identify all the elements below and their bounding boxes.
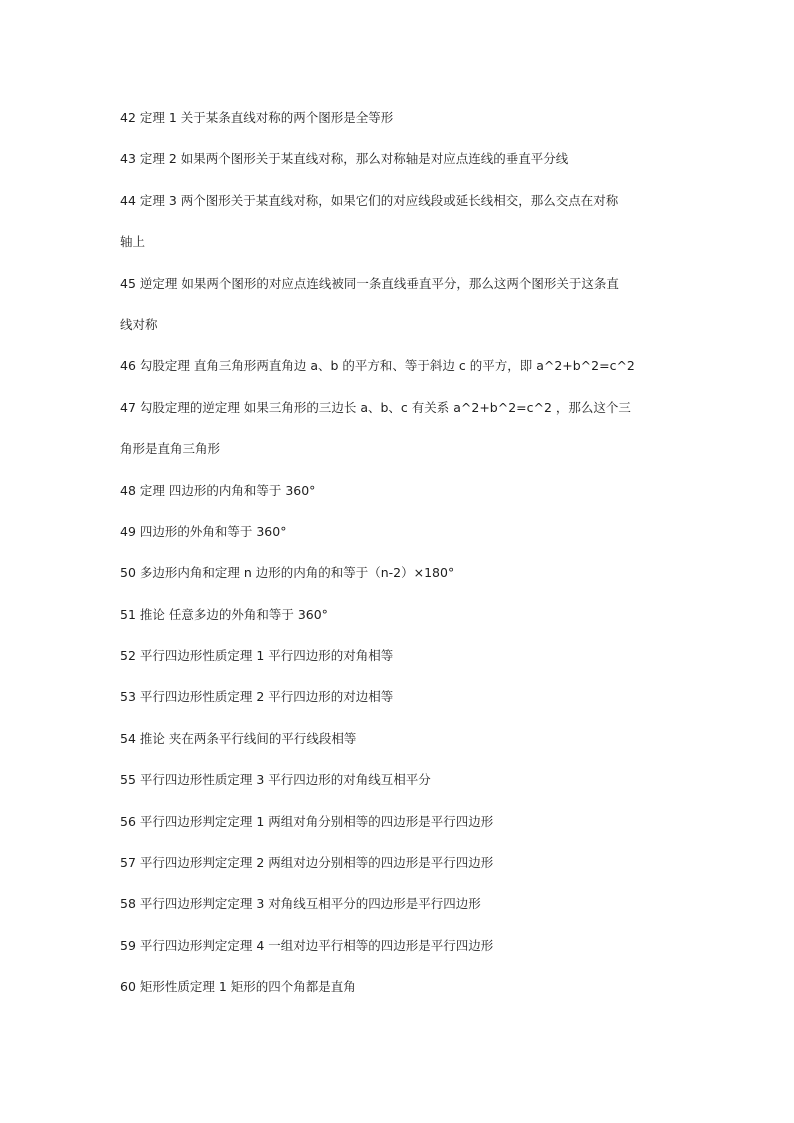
text-line-45-continued: 线对称 [120, 316, 158, 332]
text-line-44-theorem-3: 44 定理 3 两个图形关于某直线对称，如果它们的对应线段或延长线相交，那么交点在对称 [120, 192, 619, 208]
text-line-45-converse-theorem: 45 逆定理 如果两个图形的对应点连线被同一条直线垂直平分，那么这两个图形关于这条直 [120, 275, 619, 291]
text-line-54: 54 推论 夹在两条平行线间的平行线段相等 [120, 730, 357, 746]
document-body [120, 108, 688, 1019]
text-line-46-pythagorean-theorem: 46 勾股定理 直角三角形两直角边 a、b 的平方和、等于斜边 c 的平方，即 a^2+b^2=c^2 [120, 358, 635, 374]
text-line-43-theorem-2: 43 定理 2 如果两个图形关于某直线对称，那么对称轴是对应点连线的垂直平分线 [120, 151, 569, 167]
text-line-53: 53 平行四边形性质定理 2 平行四边形的对边相等 [120, 689, 394, 705]
text-line-47-pythagorean-converse: 47 勾股定理的逆定理 如果三角形的三边长 a、b、c 有关系 a^2+b^2=c^2 ，那么这个三 [120, 399, 631, 415]
text-line-51: 51 推论 任意多边的外角和等于 360° [120, 606, 328, 622]
text-line-42-theorem-1: 42 定理 1 关于某条直线对称的两个图形是全等形 [120, 110, 394, 125]
text-line-50: 50 多边形内角和定理 n 边形的内角的和等于（n-2）×180° [120, 565, 455, 581]
text-line-52: 52 平行四边形性质定理 1 平行四边形的对角相等 [120, 648, 394, 664]
text-line-57: 57 平行四边形判定定理 2 两组对边分别相等的四边形是平行四边形 [120, 855, 494, 871]
text-line-59: 59 平行四边形判定定理 4 一组对边平行相等的四边形是平行四边形 [120, 937, 494, 953]
text-line-49: 49 四边形的外角和等于 360° [120, 523, 287, 539]
text-line-56: 56 平行四边形判定定理 1 两组对角分别相等的四边形是平行四边形 [120, 813, 494, 829]
text-line-47-continued: 角形是直角三角形 [120, 441, 221, 457]
text-line-44-continued: 轴上 [120, 234, 146, 250]
text-line-55: 55 平行四边形性质定理 3 平行四边形的对角线互相平分 [120, 772, 431, 788]
text-line-48: 48 定理 四边形的内角和等于 360° [120, 482, 316, 498]
text-line-60: 60 矩形性质定理 1 矩形的四个角都是直角 [120, 979, 356, 995]
text-line-58: 58 平行四边形判定定理 3 对角线互相平分的四边形是平行四边形 [120, 896, 481, 912]
